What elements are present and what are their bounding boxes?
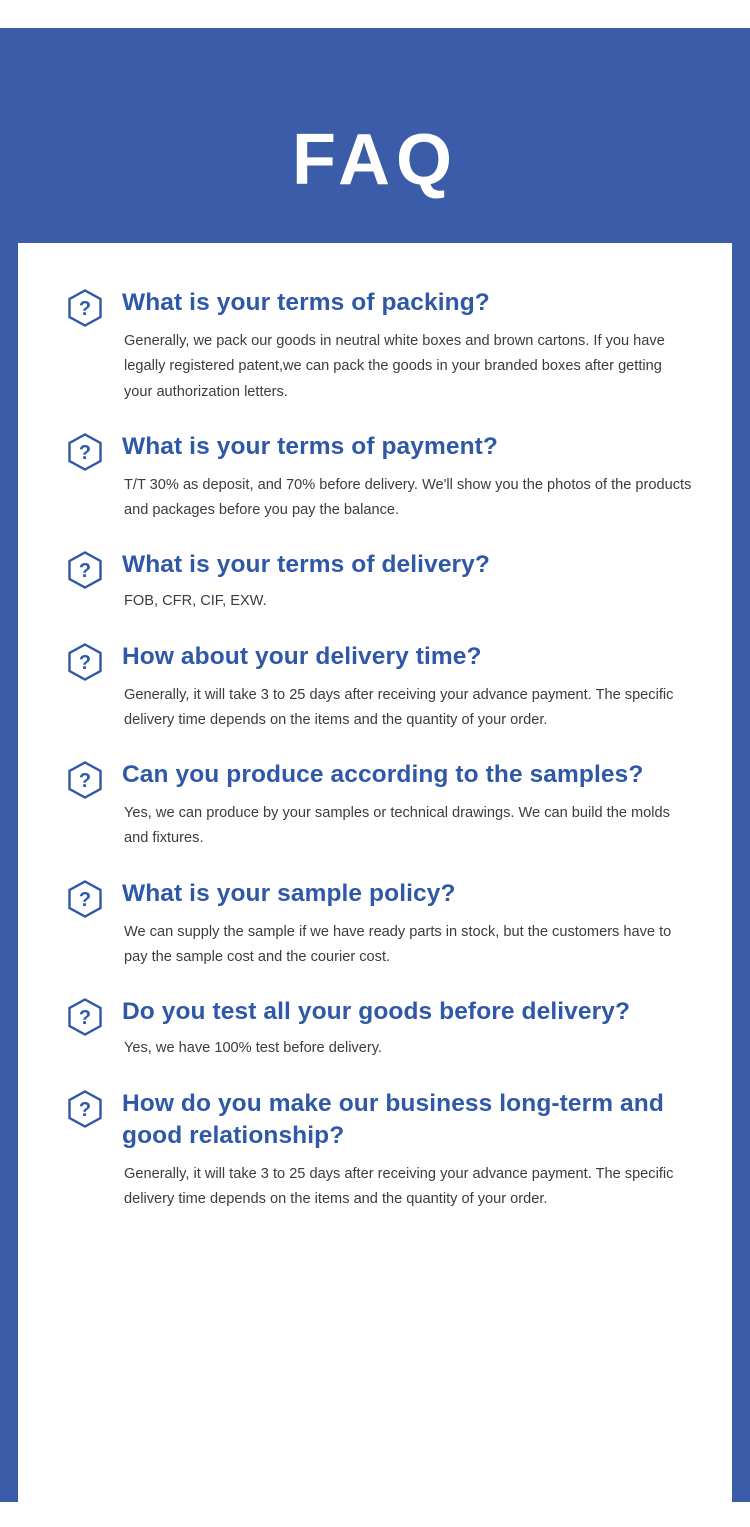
- faq-item[interactable]: [18, 1088, 732, 1213]
- question-mark-hexagon-icon: [68, 551, 102, 589]
- faq-answer: T/T 30% as deposit, and 70% before delivery. We'll show you the photos of the products and packages before you pay the balance.: [124, 476, 692, 519]
- svg-text:?: ?: [78, 560, 92, 583]
- question-mark-hexagon-icon: [68, 643, 102, 681]
- faq-question: What is your terms of packing?: [122, 289, 490, 316]
- question-mark-hexagon-icon: [68, 289, 102, 327]
- svg-text:?: ?: [78, 651, 92, 674]
- question-mark-hexagon-icon: [68, 433, 102, 471]
- faq-question: Do you test all your goods before delivery?: [122, 998, 631, 1026]
- question-mark-hexagon-icon: [68, 761, 102, 799]
- faq-item[interactable]: [18, 759, 732, 852]
- faq-card: [18, 243, 732, 1507]
- faq-item[interactable]: [18, 641, 732, 734]
- faq-question: What is your terms of delivery?: [122, 551, 490, 579]
- faq-list: [18, 243, 732, 1238]
- faq-answer: Generally, it will take 3 to 25 days after receiving your advance payment. The specific delivery time depends on the items and the quantity of your order.: [124, 686, 674, 728]
- svg-text:?: ?: [78, 441, 92, 464]
- svg-text:?: ?: [78, 888, 92, 911]
- faq-answer: FOB, CFR, CIF, EXW.: [124, 593, 267, 610]
- faq-item[interactable]: [18, 549, 732, 614]
- question-mark-hexagon-icon: [68, 880, 102, 918]
- faq-item[interactable]: [18, 996, 732, 1061]
- faq-answer: We can supply the sample if we have ready parts in stock, but the customers have to pay the sample cost and the courier cost.: [124, 923, 672, 965]
- faq-item[interactable]: [18, 431, 732, 524]
- svg-text:?: ?: [78, 1098, 92, 1121]
- svg-text:?: ?: [78, 1007, 92, 1030]
- faq-item[interactable]: [18, 878, 732, 971]
- faq-answer: Yes, we have 100% test before delivery.: [124, 1040, 382, 1057]
- svg-text:?: ?: [78, 298, 92, 320]
- faq-question: How do you make our business long-term and good relationship?: [122, 1089, 664, 1149]
- faq-item[interactable]: [18, 287, 732, 405]
- faq-question: How about your delivery time?: [122, 642, 482, 670]
- faq-question: What is your terms of payment?: [122, 432, 499, 460]
- faq-question: Can you produce according to the samples?: [122, 761, 644, 789]
- question-mark-hexagon-icon: [68, 1090, 102, 1128]
- question-mark-hexagon-icon: [68, 998, 102, 1036]
- svg-text:?: ?: [78, 770, 92, 793]
- faq-answer: Generally, we pack our goods in neutral white boxes and brown cartons. If you have legally registered patent,we can pack the goods in your branded boxes after getting your authorization letters.: [124, 333, 665, 400]
- page-title: FAQ: [291, 120, 458, 200]
- faq-question: What is your sample policy?: [122, 879, 456, 907]
- faq-answer: Generally, it will take 3 to 25 days after receiving your advance payment. The specific delivery time depends on the items and the quantity of your order.: [124, 1166, 674, 1208]
- faq-answer: Yes, we can produce by your samples or technical drawings. We can build the molds and fixtures.: [124, 805, 670, 847]
